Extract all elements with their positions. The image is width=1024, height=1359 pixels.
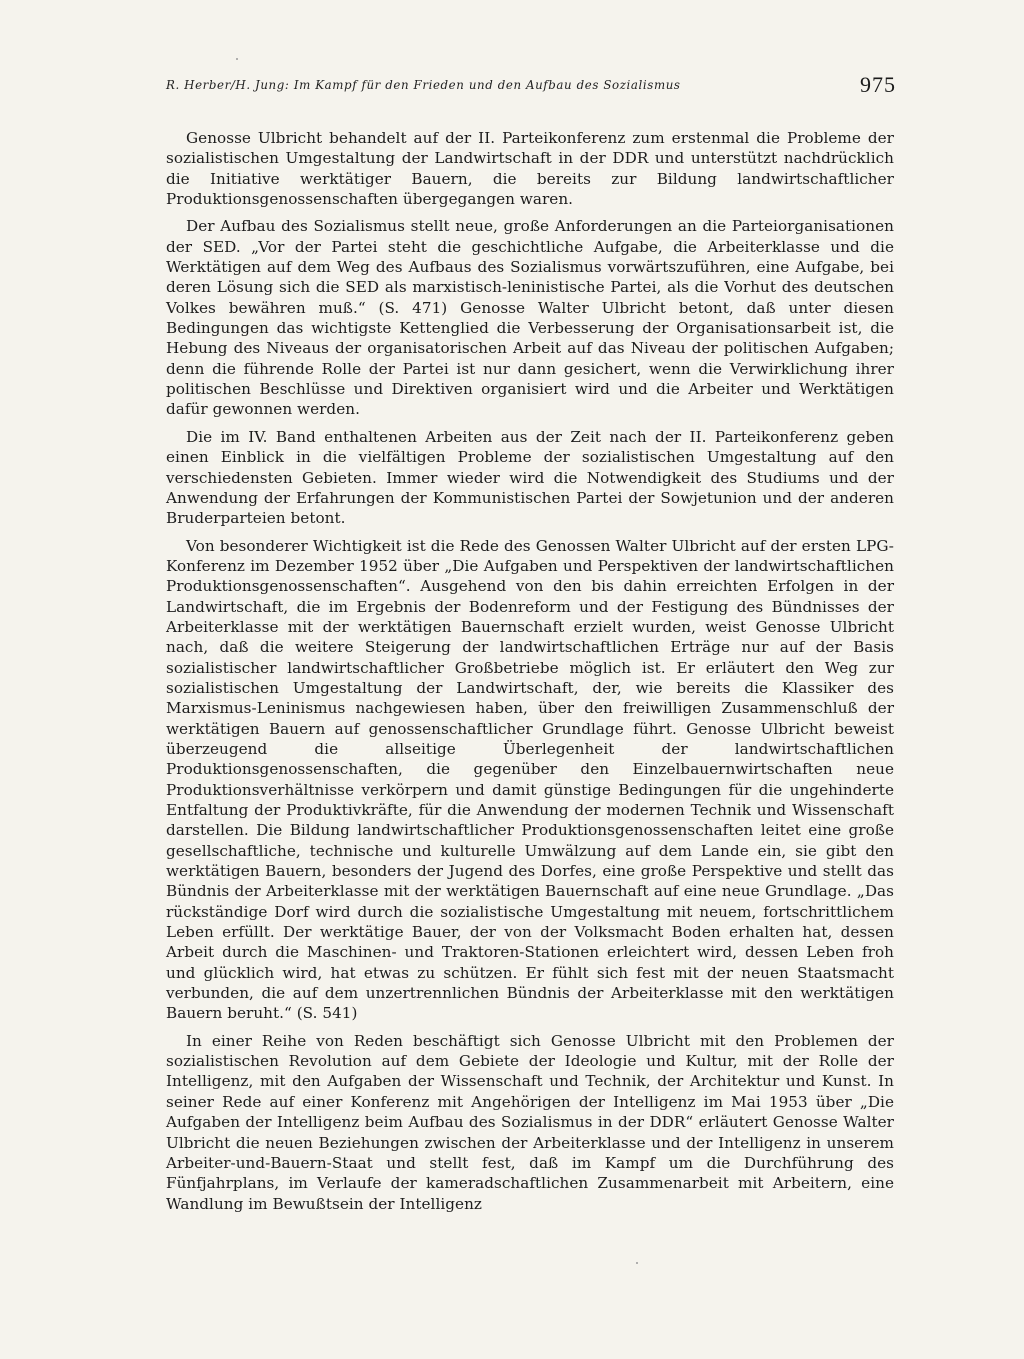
running-head: R. Herber/H. Jung: Im Kampf für den Frieden und den Aufbau des Sozialismus [166, 78, 681, 92]
page-header [166, 72, 896, 100]
paper-speck [236, 58, 238, 60]
paper-speck [636, 1262, 638, 1264]
paragraph-5: In einer Reihe von Reden beschäftigt sich Genosse Ulbricht mit den Problemen der sozialistischen Revolution auf dem Gebiete der Ideologie und Kultur, mit der Rolle der Intelligenz, mit den Aufgaben der Wissenschaft und Technik, der Architektur und Kunst. In seiner Rede auf einer Konferenz mit Angehörigen der Intelligenz im Mai 1953 über „Die Aufgaben der Intelligenz beim Aufbau des Sozialismus in der DDR“ erläutert Genosse Walter Ulbricht die neuen Beziehungen zwischen der Arbeiterklasse und der Intelligenz in unserem Arbeiter-und-Bauern-Staat und stellt fest, daß im Kampf um die Durchführung des Fünfjahrplans, im Verlaufe der kameradschaftlichen Zusammenarbeit mit Arbeitern, eine Wandlung im Bewußtsein der Intelligenz [166, 1031, 894, 1213]
body-text [166, 128, 894, 1221]
paragraph-1: Genosse Ulbricht behandelt auf der II. Parteikonferenz zum erstenmal die Probleme der sozialistischen Umgestaltung der Landwirtschaft in der DDR und unterstützt nachdrücklich die Initiative werktätiger Bauern, die bereits zur Bildung landwirtschaftlicher Produktionsgenossenschaften übergegangen waren. [166, 129, 894, 209]
page-number: 975 [860, 72, 896, 97]
paragraph-2: Der Aufbau des Sozialismus stellt neue, große Anforderungen an die Parteiorganisationen der SED. „Vor der Partei steht die geschichtliche Aufgabe, die Arbeiterklasse und die Werktätigen auf dem Weg des Aufbaus des Sozialismus vorwärtszuführen, eine Aufgabe, bei deren Lösung sich die SED als marxistisch-leninistische Partei, als die Vorhut des deutschen Volkes bewähren muß.“ (S. 471) Genosse Walter Ulbricht betont, daß unter diesen Bedingungen das wichtigste Kettenglied die Verbesserung der Organisationsarbeit ist, die Hebung des Niveaus der organisatorischen Arbeit auf das Niveau der politischen Aufgaben; denn die führende Rolle der Partei ist nur dann gesichert, wenn die Verwirklichung ihrer politischen Beschlüsse und Direktiven organisiert wird und die Arbeiter und Werktätigen dafür gewonnen werden. [166, 217, 894, 419]
paragraph-4: Von besonderer Wichtigkeit ist die Rede des Genossen Walter Ulbricht auf der ersten LPG-Konferenz im Dezember 1952 über „Die Aufgaben und Perspektiven der landwirtschaftlichen Produktionsgenossenschaften“. Ausgehend von den bis dahin erreichten Erfolgen in der Landwirtschaft, die im Ergebnis der Bodenreform und der Festigung des Bündnisses der Arbeiterklasse mit der werktätigen Bauernschaft erzielt wurden, weist Genosse Ulbricht nach, daß die weitere Steigerung der landwirtschaftlichen Erträge nur auf der Basis sozialistischer landwirtschaftlicher Großbetriebe möglich ist. Er erläutert den Weg zur sozialistischen Umgestaltung der Landwirtschaft, der, wie bereits die Klassiker des Marxismus-Leninismus nachgewiesen haben, über den freiwilligen Zusammenschluß der werktätigen Bauern auf genossenschaftlicher Grundlage führt. Genosse Ulbricht beweist überzeugend die allseitige Überlegenheit der landwirtschaftlichen Produktionsgenossenschaften, die gegenüber den Einzelbauernwirtschaften neue Produktionsverhältnisse verkörpern und damit günstige Bedingungen für die ungehinderte Entfaltung der Produktivkräfte, für die Anwendung der modernen Technik und Wissenschaft darstellen. Die Bildung landwirtschaftlicher Produktionsgenossenschaften leitet eine große gesellschaftliche, technische und kulturelle Umwälzung auf dem Lande ein, sie gibt den werktätigen Bauern, besonders der Jugend des Dorfes, eine große Perspektive und stellt das Bündnis der Arbeiterklasse mit der werktätigen Bauernschaft auf eine neue Grundlage. „Das rückständige Dorf wird durch die sozialistische Umgestaltung mit neuem, fortschrittlichem Leben erfüllt. Der werktätige Bauer, der von der Volksmacht Boden erhalten hat, dessen Arbeit durch die Maschinen- und Traktoren-Stationen erleichtert wird, dessen Leben froh und glücklich wird, hat etwas zu schützen. Er fühlt sich fest mit der neuen Staatsmacht verbunden, die auf dem unzertrennlichen Bündnis der Arbeiterklasse mit den werktätigen Bauern beruht.“ (S. 541) [166, 536, 894, 1023]
paragraph-3: Die im IV. Band enthaltenen Arbeiten aus der Zeit nach der II. Parteikonferenz geben einen Einblick in die vielfältigen Probleme der sozialistischen Umgestaltung auf den verschiedensten Gebieten. Immer wieder wird die Notwendigkeit des Studiums und der Anwendung der Erfahrungen der Kommunistischen Partei der Sowjetunion und der anderen Bruderparteien betont. [166, 427, 894, 528]
